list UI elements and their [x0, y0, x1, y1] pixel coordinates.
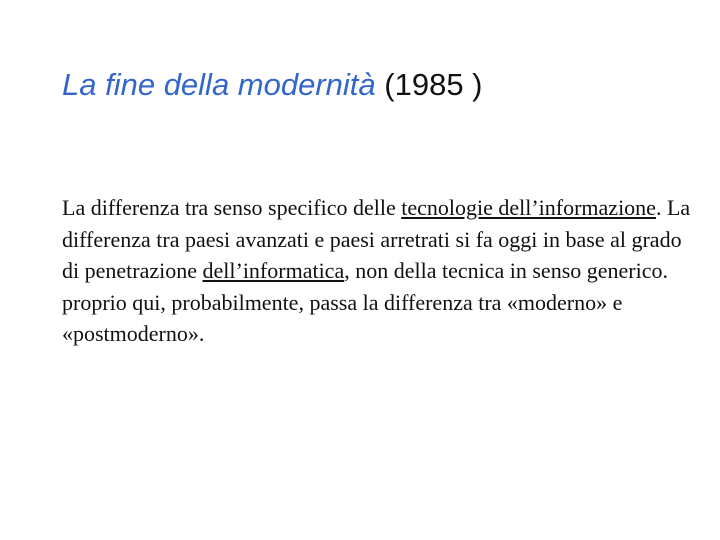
- title-year: (1985 ): [375, 67, 483, 102]
- body-text-part-3: , non della tecnica in senso generico. proprio qui, probabilmente, passa la differenza tra «moderno» e «postmoderno».: [62, 258, 668, 346]
- underlined-term-informatica: dell’informatica: [202, 258, 345, 283]
- slide-title: [62, 63, 483, 107]
- title-main: La fine della modernità: [62, 67, 376, 102]
- body-text-part-1: La differenza tra senso specifico delle: [62, 195, 402, 220]
- body-paragraph: [62, 192, 702, 350]
- underlined-term-tecnologie: tecnologie dell’informazione: [401, 195, 656, 220]
- body-text-part-2: . La differenza tra paesi avanzati e paesi arretrati si fa oggi in base al grado di penetrazione: [62, 195, 691, 283]
